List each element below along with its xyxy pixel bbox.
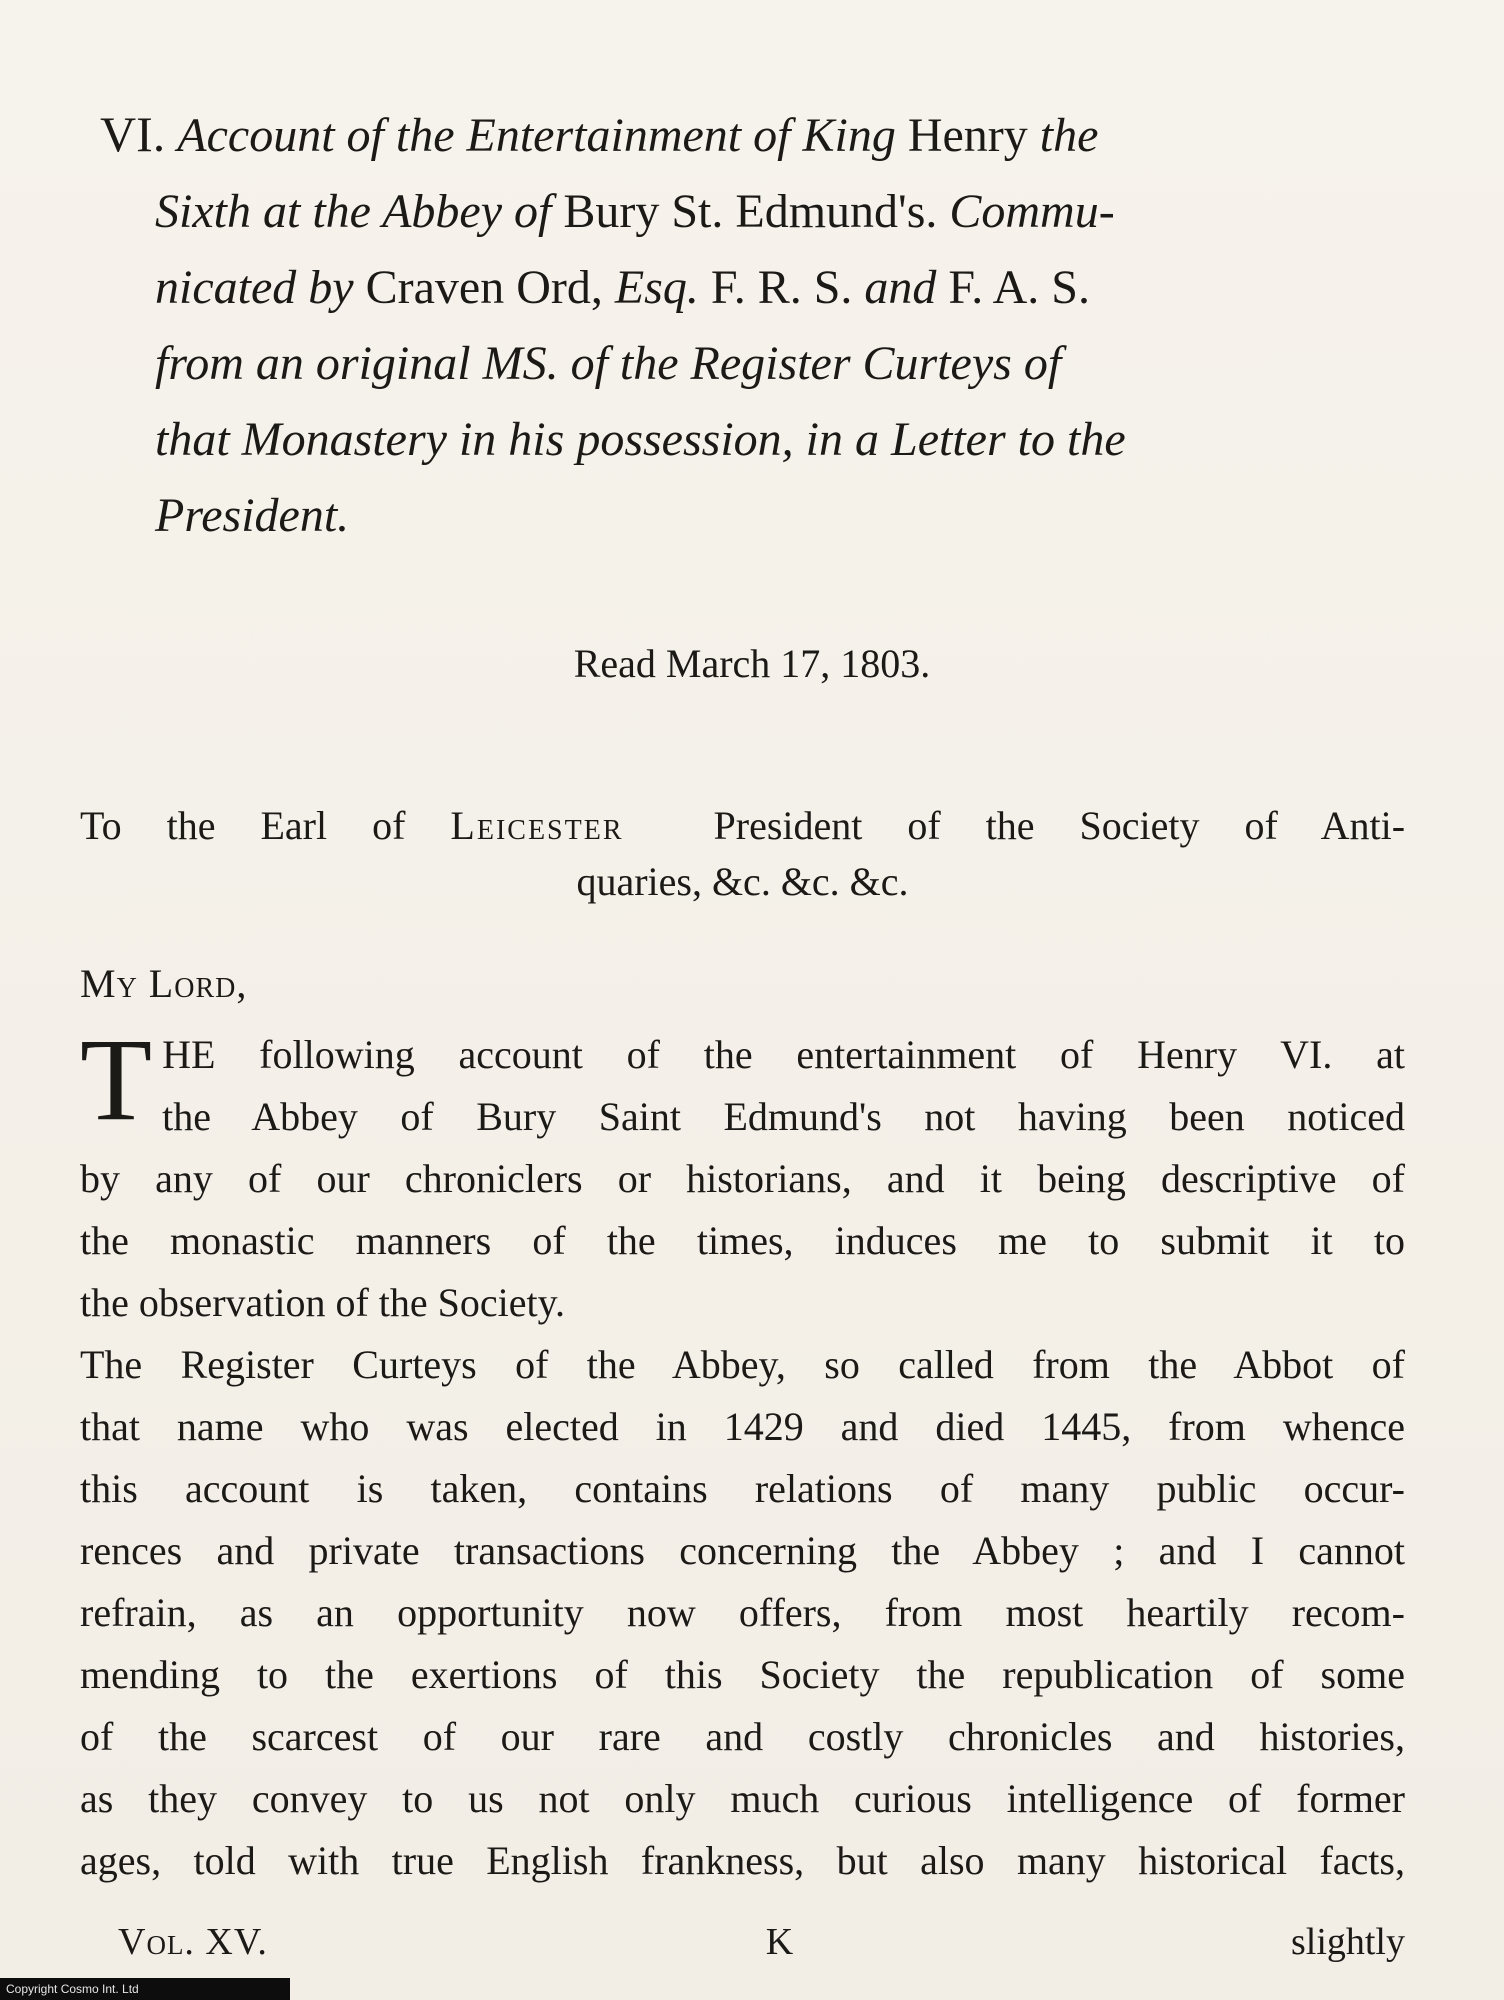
title-text: Bury St. Edmund's.	[563, 185, 938, 238]
title-text: Craven Ord,	[365, 261, 603, 314]
text-line: this account is taken, contains relations of many public occur-	[80, 1466, 1405, 1511]
title-line: President.	[155, 489, 350, 542]
text-line: as they convey to us not only much curious intelligence of former	[80, 1776, 1405, 1821]
title-text: and	[852, 261, 949, 314]
volume-label: Vol. XV.	[118, 1921, 268, 1963]
addressee-earl: Leicester	[450, 803, 624, 848]
paragraph	[80, 1014, 1405, 1334]
title-text: F. A. S.	[948, 261, 1090, 314]
title-line: that Monastery in his possession, in a Letter to the	[155, 413, 1126, 466]
addressee-prefix: To the Earl of	[80, 803, 451, 848]
letter-body	[80, 1014, 1405, 1892]
text-line: the Abbey of Bury Saint Edmund's not having been noticed	[162, 1094, 1405, 1139]
text-line: that name who was elected in 1429 and died 1445, from whence	[80, 1404, 1405, 1449]
article-numeral: VI.	[100, 106, 166, 162]
addressee-rest: President of the Society of Anti-	[713, 803, 1406, 848]
text-line: The Register Curteys of the Abbey, so called from the Abbot of	[80, 1342, 1405, 1387]
catchword: slightly	[1290, 1921, 1405, 1963]
signature-mark: K	[765, 1921, 794, 1963]
title-text: Esq.	[602, 261, 711, 314]
text-line: mending to the exertions of this Society the republication of some	[80, 1652, 1405, 1697]
title-text: Henry	[907, 109, 1028, 162]
addressee	[80, 798, 1405, 910]
text-line: ages, told with true English frankness, but also many historical facts,	[80, 1838, 1405, 1883]
text-line: refrain, as an opportunity now offers, from most heartily recom-	[80, 1590, 1405, 1635]
title-text: Commu-	[937, 185, 1115, 238]
article-title	[100, 96, 1405, 554]
text-line: HE following account of the entertainment of Henry VI. at	[162, 1032, 1405, 1077]
text-line: the observation of the Society.	[80, 1280, 566, 1325]
title-text: the	[1027, 109, 1099, 162]
drop-cap: T	[80, 1014, 153, 1145]
addressee-line: quaries, &c. &c. &c.	[576, 859, 909, 904]
title-text: Account of the Entertainment of King	[177, 109, 908, 162]
page-footer	[118, 1920, 1405, 1964]
title-line	[100, 250, 1405, 326]
text-line: of the scarcest of our rare and costly chronicles and histories,	[80, 1714, 1405, 1759]
title-line	[100, 174, 1405, 250]
read-date: Read March 17, 1803.	[573, 641, 931, 686]
text-line: by any of our chroniclers or historians, and it being descriptive of	[80, 1156, 1405, 1201]
title-line	[100, 96, 1405, 174]
text-line: rences and private transactions concerning the Abbey ; and I cannot	[80, 1528, 1405, 1573]
text-line: the monastic manners of the times, induces me to submit it to	[80, 1218, 1405, 1263]
title-line: from an original MS. of the Register Curteys of	[155, 337, 1062, 390]
title-text: nicated by	[155, 261, 366, 314]
salutation: My Lord,	[80, 961, 248, 1006]
addressee-line	[80, 798, 1405, 854]
title-text: F. R. S.	[710, 261, 853, 314]
paragraph	[80, 1334, 1405, 1892]
copyright-notice: Copyright Cosmo Int. Ltd	[0, 1978, 290, 2000]
title-text: Sixth at the Abbey of	[155, 185, 564, 238]
